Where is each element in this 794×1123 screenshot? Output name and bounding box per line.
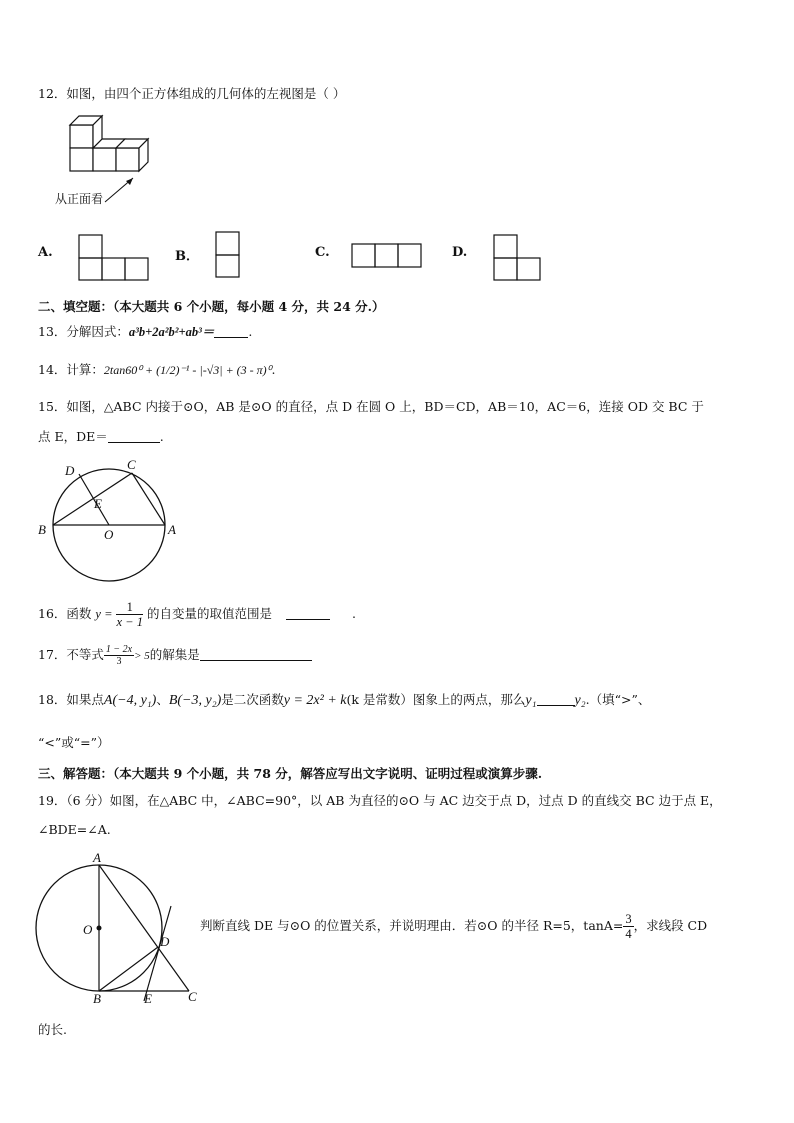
q16-lhs: y = <box>95 607 113 621</box>
q17-fraction <box>104 644 134 667</box>
q15-line2 <box>38 427 164 445</box>
q12-option-b-figure <box>215 231 241 279</box>
q15-line1: 15．如图，△ABC 内接于⊙O，AB 是⊙O 的直径，点 D 在圆 O 上，BD＝CD，AB＝10，AC＝6，连接 OD 交 BC 于 <box>38 399 704 414</box>
q18-point-b: B(−3, y₂) <box>168 693 222 708</box>
section3-heading: 三、解答题：（本大题共 9 个小题，共 78 分，解答应写出文字说明、证明过程或演算步骤. <box>38 766 543 781</box>
q12-view-label: 从正面看 <box>55 192 104 206</box>
q19-line-end: 的长. <box>38 1022 67 1037</box>
q19-label-o: O <box>83 922 93 937</box>
q19-label-a: A <box>93 850 101 865</box>
q18-line1 <box>38 690 650 709</box>
q16-answer-blank[interactable] <box>286 607 330 620</box>
q14-expr: 2tan60⁰ + (1/2)⁻¹ - |-√3| + (3 - π)⁰ <box>103 363 272 377</box>
q13-expr: a³b+2a²b²+ab³＝ <box>128 325 215 339</box>
q19-side <box>200 912 707 941</box>
q18-line2: “<”或“=”） <box>38 735 110 750</box>
q13 <box>38 322 252 340</box>
q12-option-a[interactable]: A. <box>38 245 53 260</box>
q16-middle: 的自变量的取值范围是 <box>146 606 272 621</box>
q18-point-a: A(−4, y₁) <box>103 693 157 708</box>
q18-separator: 、 <box>156 692 169 707</box>
q12-option-c-figure <box>351 243 423 269</box>
q12-option-a-figure <box>78 234 150 282</box>
q15-label-c: C <box>127 457 136 472</box>
q19-line2: ∠BDE=∠A. <box>38 822 111 837</box>
q16-fraction-numerator: 1 <box>116 600 142 615</box>
q15-label-e: E <box>94 496 102 511</box>
q19-tan-fraction <box>623 912 633 941</box>
q19-label-d: D <box>160 934 170 949</box>
section2-heading: 二、填空题：（本大题共 6 个小题，每小题 4 分，共 24 分.） <box>38 299 385 314</box>
q17-suffix: 的解集是 <box>149 647 200 662</box>
q18-paren: (k 是常数）图象上的两点，那么 <box>346 692 526 707</box>
q15-label-b: B <box>38 522 46 537</box>
q17-fraction-denominator: 3 <box>116 656 122 667</box>
q17-relation: > 5 <box>134 650 150 662</box>
q18-answer-blank[interactable] <box>537 693 575 706</box>
q16-suffix: . <box>351 606 356 621</box>
q19-circle-figure <box>35 848 210 1008</box>
q19-side-text: 判断直线 DE 与⊙O 的位置关系，并说明理由．若⊙O 的半径 R=5，tanA= <box>200 918 624 933</box>
q18-tail: .（填“>”、 <box>585 692 651 707</box>
q19-side-tail: ，求线段 CD <box>633 918 708 933</box>
q15-label-a: A <box>168 522 176 537</box>
q12-option-d[interactable]: D. <box>452 245 468 260</box>
q17 <box>38 644 312 667</box>
q14-prefix: 14．计算： <box>38 362 104 377</box>
q16-fraction-denominator: x − 1 <box>116 615 143 629</box>
q17-fraction-numerator: 1 − 2x <box>105 644 133 655</box>
q18-y1: y₁ <box>525 693 537 708</box>
q16 <box>38 600 356 629</box>
q12-text: 12．如图，由四个正方体组成的几何体的左视图是（ ） <box>38 86 346 101</box>
q12-option-b[interactable]: B． <box>175 249 199 264</box>
q16-fraction <box>116 600 142 629</box>
q19-tan-numerator: 3 <box>625 912 632 926</box>
q19-tan-denominator: 4 <box>625 927 632 941</box>
q19-line1: 19．（6 分）如图，在△ABC 中，∠ABC=90°，以 AB 为直径的⊙O 与 AC 边交于点 D，过点 D 的直线交 BC 边于点 E， <box>38 793 722 808</box>
q17-answer-blank[interactable] <box>200 648 312 661</box>
q17-prefix: 17．不等式 <box>38 647 104 662</box>
q13-prefix: 13．分解因式： <box>38 324 129 339</box>
q15-label-o: O <box>104 527 114 542</box>
q19-label-e: E <box>144 991 152 1006</box>
q18-y2: y₂ <box>574 693 586 708</box>
q19-label-c: C <box>188 989 197 1004</box>
q13-suffix: . <box>248 324 253 339</box>
q18-middle: 是二次函数 <box>221 692 284 707</box>
q16-prefix: 16．函数 <box>38 606 92 621</box>
q15-circle-figure <box>35 455 185 585</box>
q14-suffix: . <box>271 362 276 377</box>
q13-answer-blank[interactable] <box>214 325 248 338</box>
q15-line2-suffix: . <box>159 429 164 444</box>
q14 <box>38 360 275 378</box>
q12-option-d-figure <box>493 234 543 282</box>
q15-answer-blank[interactable] <box>108 430 160 443</box>
q12-option-c[interactable]: C. <box>315 245 330 260</box>
q18-function: y = 2x² + k <box>283 693 347 708</box>
q15-line2-prefix: 点 E，DE＝ <box>38 429 108 444</box>
q18-prefix: 18．如果点 <box>38 692 104 707</box>
q19-label-b: B <box>93 991 101 1006</box>
q15-label-d: D <box>65 463 75 478</box>
